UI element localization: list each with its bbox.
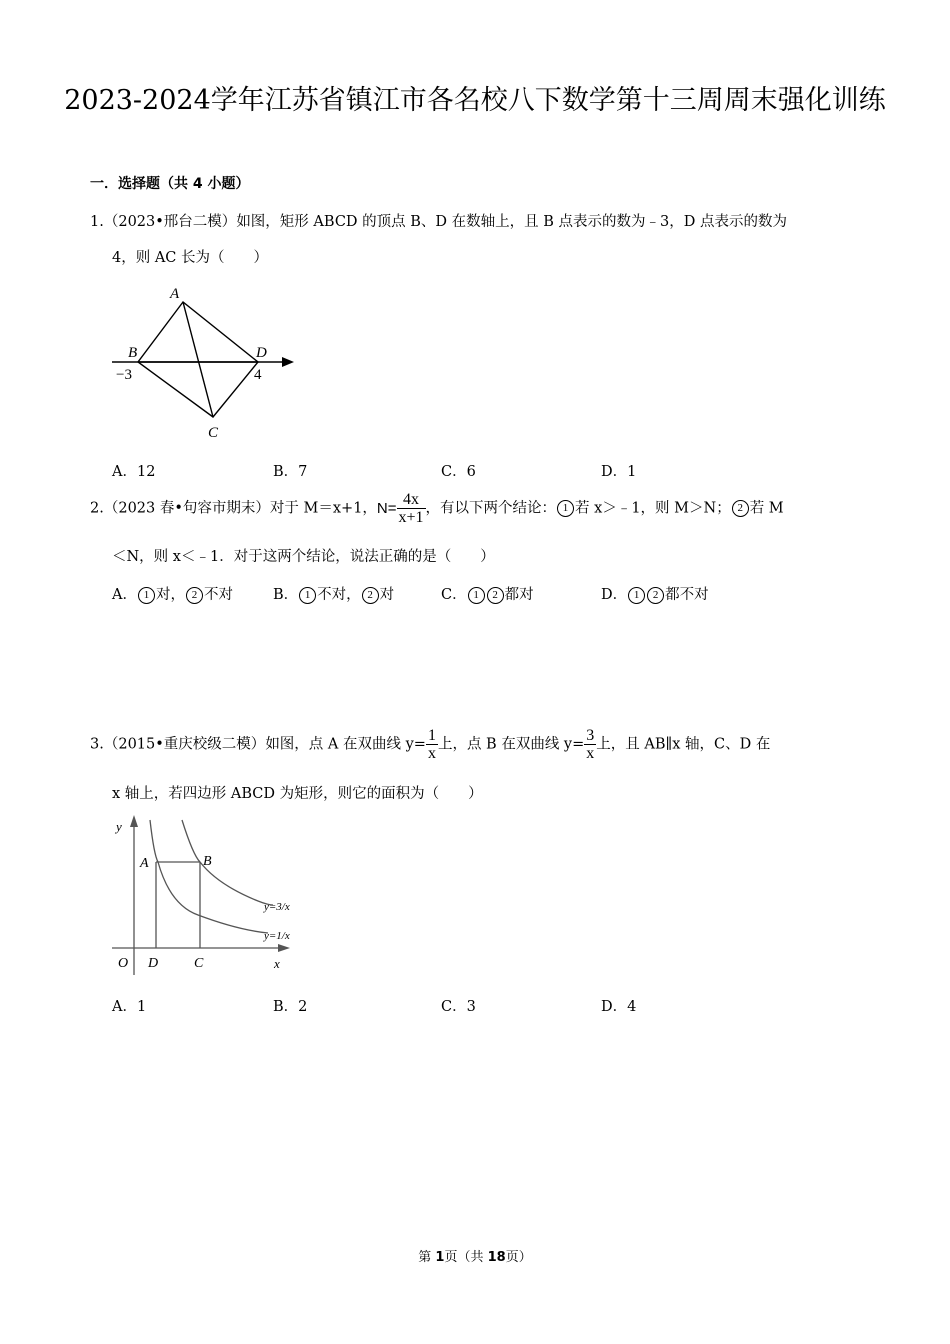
label-a: A [170,286,180,302]
q3-option-b: B．2 [273,999,308,1015]
question-3-line-1: 3.（2015•重庆校级二模）如图，点 A 在双曲线 y= $\frac{1}{x}$ 上，点 B 在双曲线 y= $\frac{3}{x}$ 上，且 AB∥x 轴，C、D 在 [90,727,771,762]
q2-option-d: D． 1 2 都不对 [601,587,709,603]
label-d: D [256,345,267,361]
value-d: 4 [254,367,262,383]
value-b: −3 [116,367,132,383]
q1-option-d: D．1 [601,464,637,480]
svg-text:B: B [203,854,212,869]
label-c: C [208,425,219,441]
question-source: （2023•邢台二模） [103,214,237,230]
page-footer: 第 1页（共 18页） [418,1250,532,1265]
document-title: 2023-2024学年江苏省镇江市各名校八下数学第十三周周末强化训练 [64,85,886,116]
curve-label-1-over-x: y=1/x [264,930,290,942]
question-2-line-1: 2.（2023 春•句容市期末）对于 M＝x+1，N= $\frac{4x}{x+1}$ ，有以下两个结论： 1 若 x＞﹣1，则 M＞N； 2 若 M [90,491,784,526]
q3-option-a: A．1 [112,999,147,1015]
question-1-figure [108,282,308,442]
q1-option-a: A．12 [112,464,156,480]
question-text: 如图，矩形 ABCD 的顶点 B、D 在数轴上，且 B 点表示的数为﹣3，D 点表示的数为 [236,214,787,230]
question-1-line-1 [90,210,787,231]
svg-text:A: A [140,856,149,871]
fraction-1-over-x: $\frac{1}{x}$ [427,727,436,762]
current-page: 1 [435,1250,445,1265]
svg-text:O: O [118,956,129,971]
q1-option-c: C．6 [441,464,476,480]
circled-1: 1 [557,500,574,517]
q3-option-d: D．4 [601,999,637,1015]
svg-text:D: D [148,956,159,971]
label-b: B [128,345,138,361]
question-2-line-2: ＜N，则 x＜﹣1．对于这两个结论，说法正确的是（ ） [112,549,495,565]
q2-option-b: B． 1 不对， 2 对 [273,587,395,603]
section-heading: 一．选择题（共 4 小题） [90,176,250,192]
question-number: 1. [90,214,104,230]
svg-text:C: C [194,956,204,971]
svg-text:x: x [274,956,280,971]
q2-option-c: C． 1 2 都对 [441,587,534,603]
q2-option-a: A． 1 对， 2 不对 [112,587,233,603]
question-1-line-2: 4，则 AC 长为（ ） [112,250,269,266]
fraction-3-over-x: $\frac{3}{x}$ [586,727,595,762]
question-3-line-2: x 轴上，若四边形 ABCD 为矩形，则它的面积为（ ） [112,786,483,802]
fraction-n: $\frac{4x}{x+1}$ [398,491,424,526]
q1-option-b: B．7 [273,464,308,480]
question-3-figure [108,815,308,980]
svg-text:y: y [116,819,122,834]
curve-label-3-over-x: y=3/x [264,901,290,913]
total-pages: 18 [487,1250,506,1265]
q3-option-c: C．3 [441,999,476,1015]
circled-2: 2 [732,500,749,517]
